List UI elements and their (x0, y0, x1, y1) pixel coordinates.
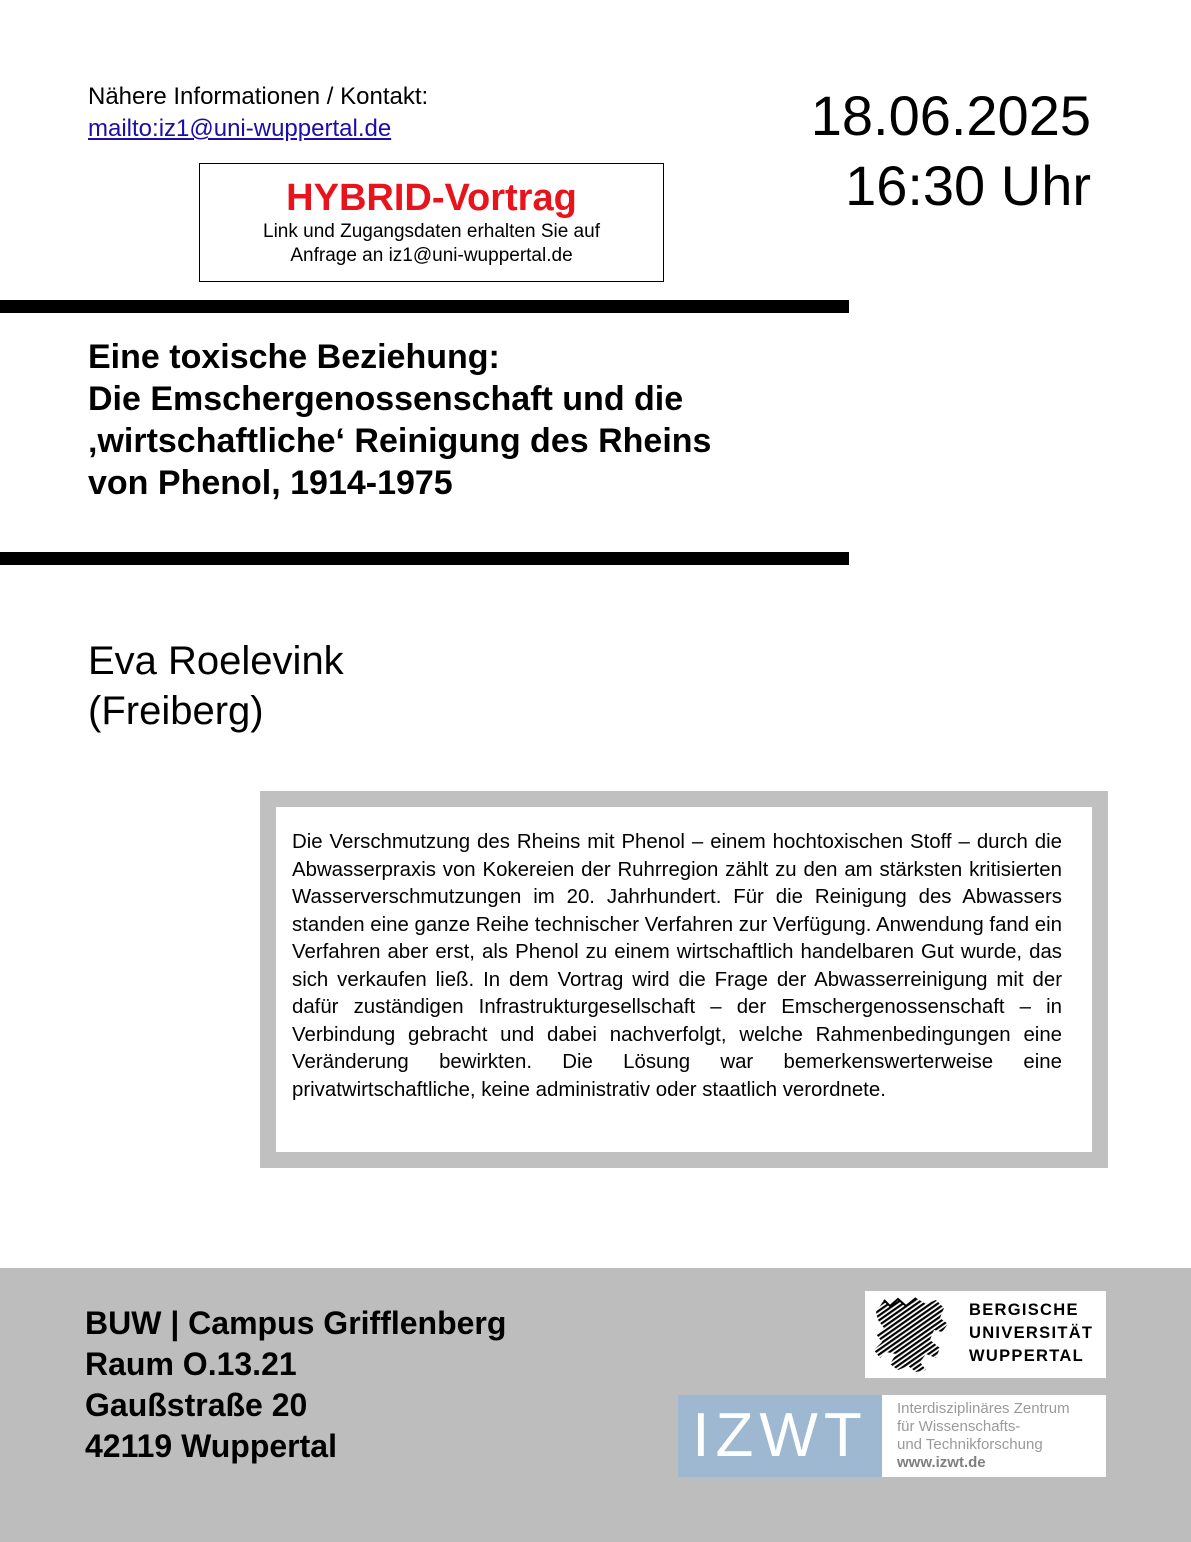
location-room: Raum O.13.21 (85, 1346, 297, 1382)
hybrid-title: HYBRID-Vortrag (286, 177, 577, 219)
talk-title-line-4: von Phenol, 1914-1975 (88, 464, 453, 502)
abstract-panel (276, 807, 1092, 1152)
izwt-line-3: und Technikforschung (897, 1436, 1043, 1453)
location-campus: BUW | Campus Grifflenberg (85, 1305, 507, 1341)
izwt-website: www.izwt.de (897, 1454, 986, 1471)
location-city: 42119 Wuppertal (85, 1428, 337, 1464)
contact-email-link[interactable]: mailto:iz1@uni-wuppertal.de (88, 115, 392, 142)
izwt-mark: IZWT (678, 1395, 882, 1477)
event-time: 16:30 Uhr (845, 154, 1091, 217)
hybrid-info-line-1: Link und Zugangsdaten erhalten Sie auf (263, 221, 600, 242)
talk-title-line-1: Eine toxische Beziehung: (88, 338, 500, 376)
buw-wordmark-line-2: UNIVERSITÄT (969, 1324, 1094, 1342)
buw-logo (865, 1291, 1106, 1378)
abstract-text: Die Verschmutzung des Rheins mit Phenol – einem hochtoxischen Stoff – durch die Abwasserpraxis von Kokereien der Ruhrregion zählt zu den am stärksten kritisierten Wasserverschmutzungen im 20. Jahrhundert. Für die Reinigung des Abwassers standen eine ganze Reihe technischer Verfahren zur Verfügung. Anwendung fand ein Verfahren aber erst, als Phenol zu einem wirtschaftlich handelbaren Gut wurde, das sich verkaufen ließ. In dem Vortrag wird die Frage der Abwasserreinigung mit der dafür zuständigen Infrastrukturgesellschaft – der Emschergenossenschaft – in Verbindung gebracht und dabei nachverfolgt, welche Rahmenbedingungen eine Veränderung bewirkten. Die Lösung war bemerkenswerterweise eine privatwirtschaftliche, keine administrativ oder staatlich verordnete. (292, 831, 1062, 1101)
izwt-text-block (882, 1395, 1106, 1477)
hybrid-info-line-2: Anfrage an iz1@uni-wuppertal.de (290, 245, 573, 266)
top-divider-bar (0, 300, 849, 313)
contact-label: Nähere Informationen / Kontakt: (88, 83, 429, 110)
abstract-frame (260, 791, 1108, 1168)
izwt-logo (678, 1395, 1106, 1477)
talk-title-line-3: ‚wirtschaftliche‘ Reinigung des Rheins (88, 422, 712, 460)
lion-icon (870, 1296, 950, 1374)
buw-wordmark-line-1: BERGISCHE (969, 1301, 1079, 1319)
event-date: 18.06.2025 (810, 84, 1091, 147)
buw-wordmark-line-3: WUPPERTAL (969, 1347, 1084, 1365)
location-street: Gaußstraße 20 (85, 1387, 308, 1423)
talk-title-line-2: Die Emschergenossenschaft und die (88, 380, 684, 418)
izwt-line-2: für Wissenschafts- (897, 1418, 1021, 1435)
buw-wordmark (969, 1299, 1093, 1368)
talk-title (88, 336, 848, 504)
bottom-divider-bar (0, 552, 849, 565)
speaker-affiliation: (Freiberg) (88, 689, 264, 733)
hybrid-notice-box (199, 163, 664, 282)
izwt-line-1: Interdisziplinäres Zentrum (897, 1400, 1070, 1417)
speaker-name: Eva Roelevink (88, 639, 344, 683)
